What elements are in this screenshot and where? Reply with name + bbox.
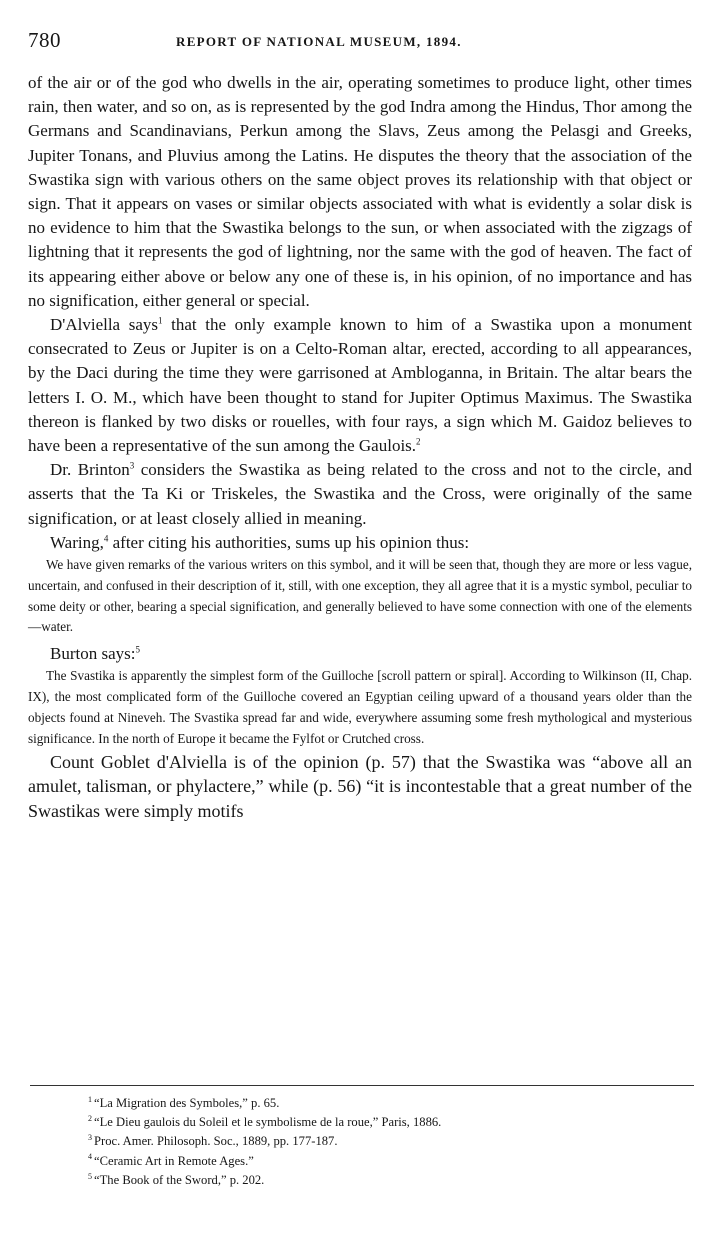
footnote-mark: 3	[88, 1133, 92, 1143]
paragraph-6: Count Goblet d'Alviella is of the opinion (p. 57) that the Swastika was “above all an amulet, talisman, or phylactere,” while (p. 56) “it is incontestable that a great number of the Swastikas were simply motifs	[28, 751, 692, 821]
footnote-ref-4: 4	[103, 533, 109, 544]
footnote-3	[88, 1132, 688, 1151]
footnote-text: “Le Dieu gaulois du Soleil et le symbolisme de la roue,” Paris, 1886.	[94, 1115, 442, 1130]
footnote-mark: 4	[88, 1152, 92, 1162]
paragraph-3-start: Dr. Brinton	[50, 460, 130, 480]
footnote-ref-3: 3	[129, 460, 135, 471]
paragraph-4-body: after citing his authorities, sums up his opinion thus:	[108, 532, 470, 552]
paragraph-2-body: that the only example known to him of a Swastika upon a monument consecrated to Zeus or Jupiter is on a Celto-Roman altar, erected, according to all appearances, by the Daci during the time they were garrisoned at Ambloganna, in Britain. The altar bears the letters I. O. M., which have been thought to stand for Jupiter Optimus Maximus. The Swastika thereon is flanked by two disks or rouelles, with four rays, a sign which M. Gaidoz believes to have been a representative of the sun among the Gaulois.	[28, 315, 692, 456]
footnote-mark: 5	[88, 1171, 92, 1181]
footnote-divider	[30, 1085, 694, 1086]
block-quote-burton: The Svastika is apparently the simplest form of the Guilloche [scroll pattern or spiral]. According to Wilkinson (II, Chap. IX), the most complicated form of the Guilloche covered an Egyptian ceiling upward of a thousand years older than the objects found at Nineveh. The Svastika spread far and wide, everywhere assuming some fresh mythological and mysterious significance. In the north of Europe it became the Fylfot or Crutched cross.	[28, 668, 692, 746]
footnote-ref-2: 2	[416, 436, 421, 447]
paragraph-5	[28, 642, 692, 666]
footnote-2	[88, 1113, 688, 1132]
paragraph-1: of the air or of the god who dwells in the air, operating sometimes to produce light, other times rain, then water, and so on, as is represented by the god Indra among the Hindus, Thor among the Germans and Scandinavians, Perkun among the Slavs, Zeus among the Pelasgi and Greeks, Jupiter Tonans, and Pluvius among the Latins. He disputes the theory that the association of the Swastika sign with various others on the same object proves its relationship with that object or sign. That it appears on vases or similar objects associated with what is evidently a solar disk is no evidence to him that the Swastika belongs to the sun, or when associated with the zigzags of lightning that it represents the god of lightning, nor the same with the god of heaven. The fact of its appearing either above or below any one of these is, in his opinion, of no importance and has no signification, either general or special.	[28, 73, 692, 310]
paragraph-5-start: Burton says:	[50, 644, 136, 664]
block-quote-waring: We have given remarks of the various writers on this symbol, and it will be seen that, though they are more or less vague, uncertain, and confused in their description of it, still, with one exception, they all agree that it is a mystic symbol, peculiar to some deity or other, bearing a special signification, and generally believed to have some connection with one of the elements—water.	[28, 557, 692, 635]
running-title: REPORT OF NATIONAL MUSEUM, 1894.	[176, 34, 462, 49]
footnote-5	[88, 1171, 688, 1190]
running-header	[28, 28, 693, 56]
footnote-text: “The Book of the Sword,” p. 202.	[94, 1172, 265, 1187]
footnote-text: “La Migration des Symboles,” p. 65.	[94, 1096, 280, 1110]
footnote-text: “Ceramic Art in Remote Ages.”	[94, 1153, 254, 1168]
footnote-text: Proc. Amer. Philosoph. Soc., 1889, pp. 177-187.	[94, 1134, 338, 1149]
paragraph-2	[28, 313, 692, 458]
paragraph-4	[28, 531, 692, 555]
body-text	[28, 71, 692, 823]
footnote-1	[88, 1094, 688, 1113]
footnote-4	[88, 1152, 688, 1171]
footnote-mark: 2	[88, 1114, 92, 1124]
footnote-mark: 1	[88, 1094, 92, 1104]
paragraph-4-start: Waring,	[50, 532, 104, 552]
footnote-ref-5: 5	[135, 644, 140, 655]
footnote-ref-1: 1	[158, 315, 163, 326]
paragraph-2-start: D'Alviella says	[50, 315, 159, 335]
footnotes	[88, 1094, 688, 1190]
page-number: 780	[28, 28, 61, 52]
paragraph-3	[28, 458, 692, 531]
paragraph-3-body: considers the Swastika as being related to the cross and not to the circle, and asserts that the Ta Ki or Triskeles, the Swastika and the Cross, were originally of the same signification, or at least closely allied in meaning.	[28, 460, 692, 528]
